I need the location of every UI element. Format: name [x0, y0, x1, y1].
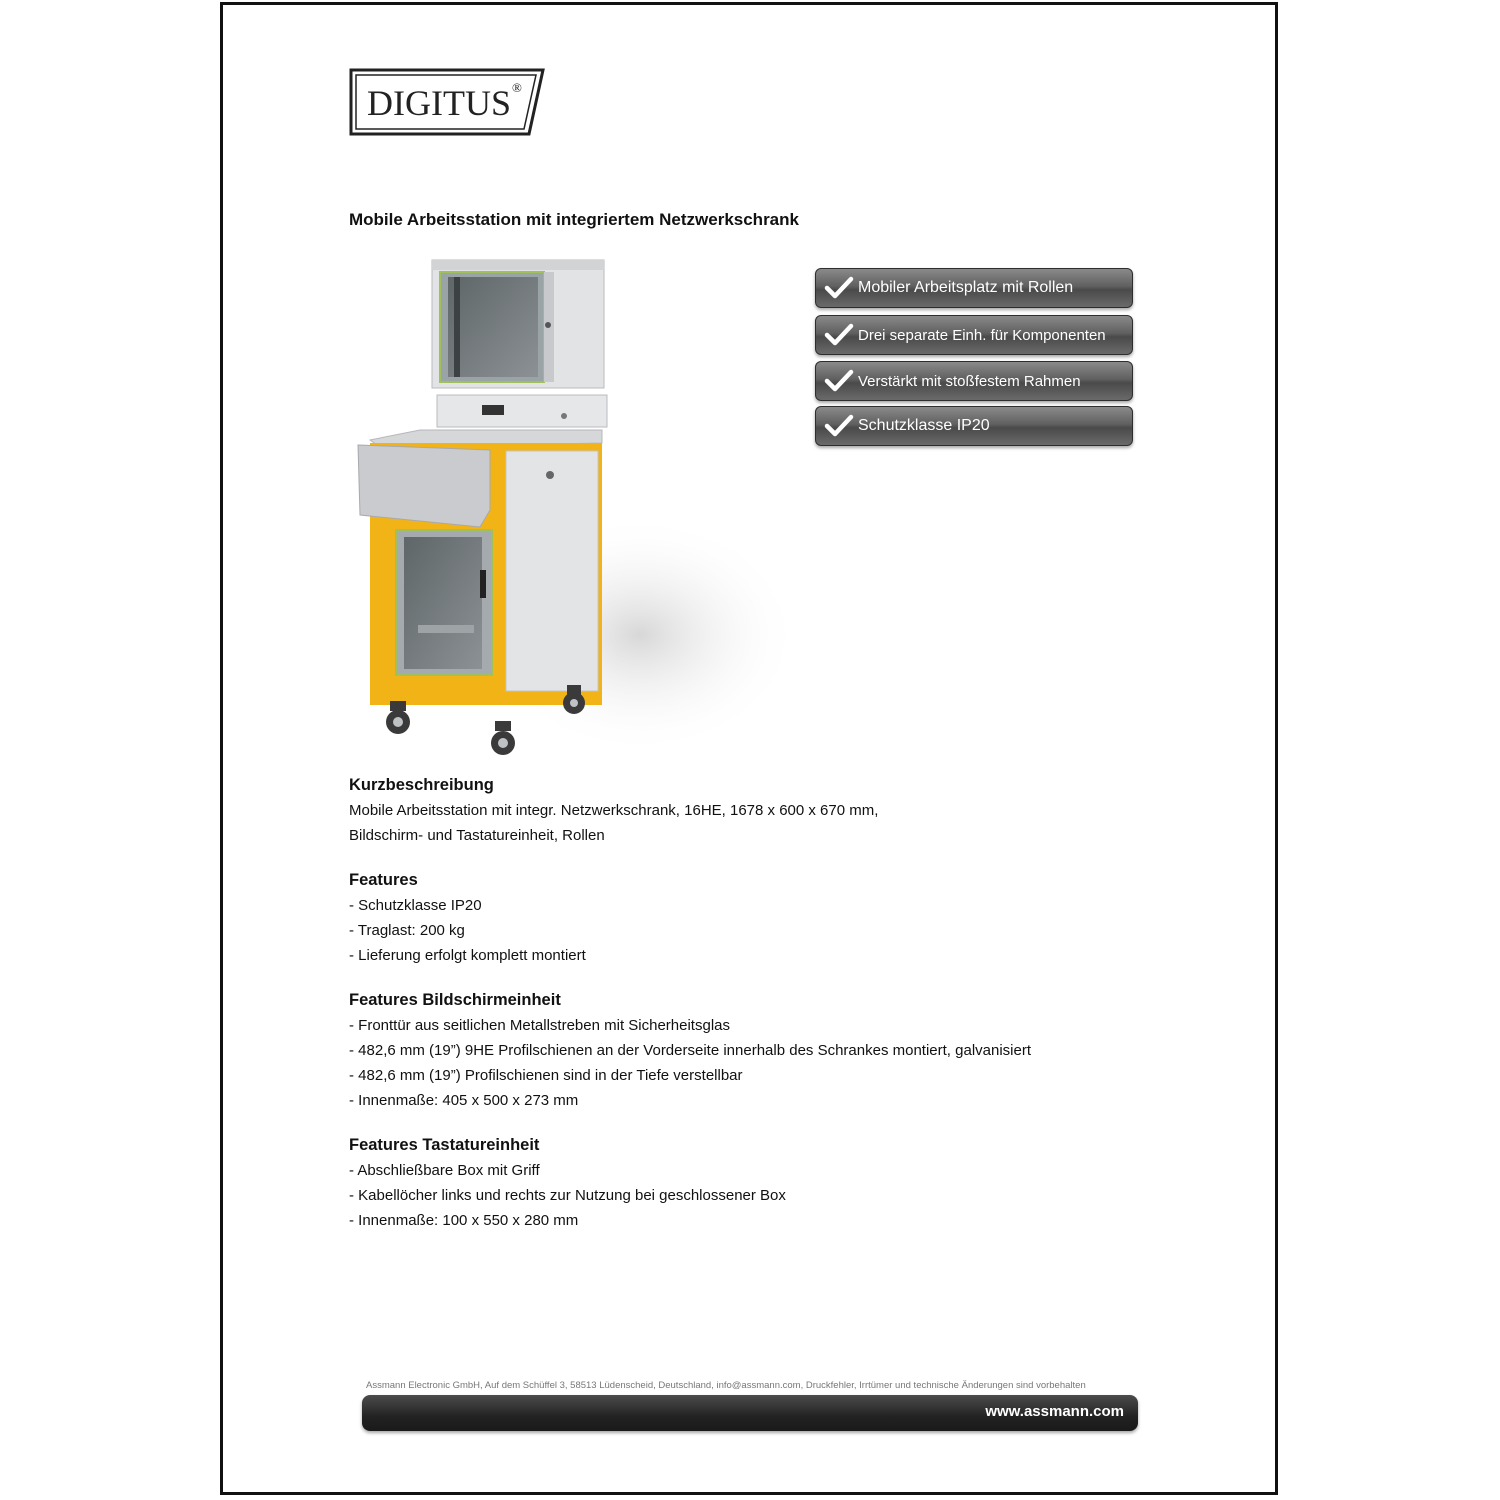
footer-website-link[interactable]: www.assmann.com	[985, 1403, 1124, 1420]
section-features-bildschirm	[349, 987, 1031, 1113]
checkmark-icon	[824, 323, 854, 347]
section-heading: Features	[349, 871, 418, 889]
text-line: - Traglast: 200 kg	[349, 922, 465, 939]
page-title: Mobile Arbeitsstation mit integriertem Netzwerkschrank	[349, 210, 799, 229]
text-line: - Innenmaße: 100 x 550 x 280 mm	[349, 1212, 579, 1229]
text-line: - 482,6 mm (19”) Profilschienen sind in der Tiefe verstellbar	[349, 1067, 743, 1084]
highlight-box	[815, 406, 1133, 446]
section-kurzbeschreibung	[349, 772, 878, 848]
section-features-tastatur	[349, 1132, 786, 1233]
highlight-box	[815, 361, 1133, 401]
text-line: - Fronttür aus seitlichen Metallstreben mit Sicherheitsglas	[349, 1017, 730, 1034]
digitus-logo	[349, 68, 545, 136]
footer-bar	[362, 1395, 1138, 1431]
text-line: - 482,6 mm (19”) 9HE Profilschienen an der Vorderseite innerhalb des Schrankes montiert, galvanisiert	[349, 1042, 1032, 1059]
checkmark-icon	[824, 276, 854, 300]
text-line: - Lieferung erfolgt komplett montiert	[349, 947, 586, 964]
section-heading: Features Bildschirmeinheit	[349, 991, 561, 1009]
text-line: - Schutzklasse IP20	[349, 897, 482, 914]
highlight-box	[815, 315, 1133, 355]
section-heading: Kurzbeschreibung	[349, 776, 494, 794]
checkmark-icon	[824, 369, 854, 393]
registered-mark: ®	[512, 80, 522, 95]
highlight-label: Schutzklasse IP20	[858, 417, 990, 434]
checkmark-icon	[824, 414, 854, 438]
highlight-label: Mobiler Arbeitsplatz mit Rollen	[858, 279, 1074, 296]
text-line: Mobile Arbeitsstation mit integr. Netzwerkschrank, 16HE, 1678 x 600 x 670 mm,	[349, 802, 879, 819]
highlight-label: Drei separate Einh. für Komponenten	[858, 326, 1106, 344]
logo-text: DIGITUS	[367, 83, 511, 123]
highlight-box	[815, 268, 1133, 308]
section-features	[349, 867, 586, 968]
text-line: - Kabellöcher links und rechts zur Nutzung bei geschlossener Box	[349, 1187, 786, 1204]
footer-address: Assmann Electronic GmbH, Auf dem Schüffel 3, 58513 Lüdenscheid, Deutschland, info@assmann.com, Druckfehler, Irrtümer und technische Änderungen sind vorbehalten	[366, 1380, 1086, 1391]
text-line: Bildschirm- und Tastatureinheit, Rollen	[349, 827, 605, 844]
section-heading: Features Tastatureinheit	[349, 1136, 540, 1154]
highlight-label: Verstärkt mit stoßfestem Rahmen	[858, 372, 1081, 390]
text-line: - Abschließbare Box mit Griff	[349, 1162, 540, 1179]
text-line: - Innenmaße: 405 x 500 x 273 mm	[349, 1092, 579, 1109]
product-image	[340, 255, 800, 755]
